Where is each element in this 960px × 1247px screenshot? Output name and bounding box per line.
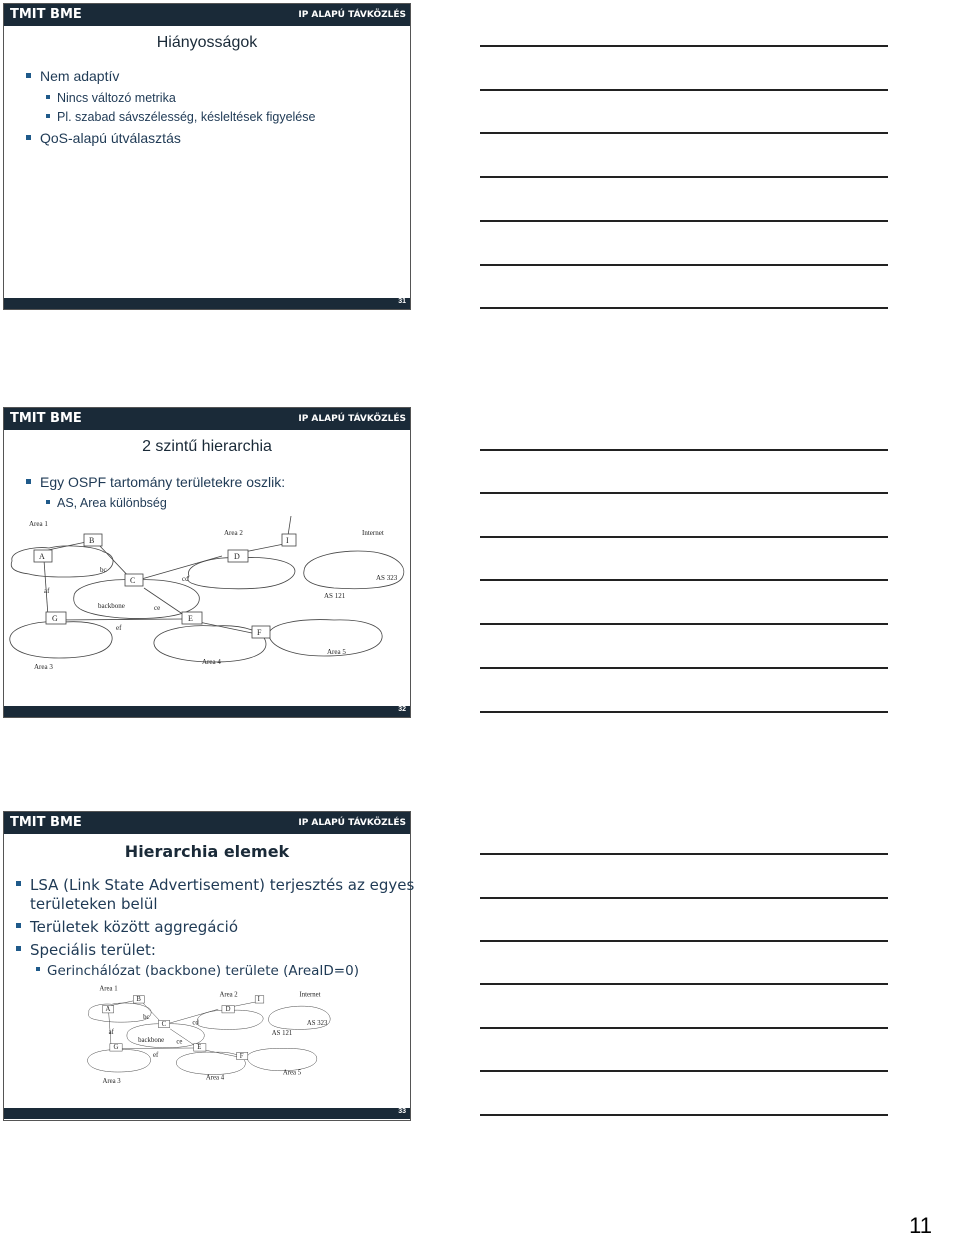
- note-line: [480, 220, 888, 222]
- router-e: E: [188, 614, 193, 623]
- area-label: Area 3: [102, 1078, 121, 1086]
- as-label: AS 121: [324, 592, 346, 600]
- link-label: cd: [192, 1019, 199, 1027]
- page-number: 11: [909, 1213, 932, 1238]
- note-line: [480, 45, 888, 47]
- slide-footer: [4, 1108, 410, 1119]
- bullet: Speciális terület:: [16, 941, 156, 959]
- area-label: Area 5: [327, 648, 346, 656]
- slide-footer: [4, 706, 410, 717]
- as-label: AS 121: [271, 1030, 293, 1038]
- slide-header: [4, 812, 410, 834]
- bullet: Területek között aggregáció: [16, 918, 238, 936]
- link-label: bc: [143, 1014, 150, 1022]
- ospf-hierarchy-diagram: [4, 516, 410, 696]
- area-label: Area 4: [202, 658, 221, 666]
- sub-bullet: Gerinchálózat (backbone) területe (AreaID=0): [36, 963, 359, 979]
- router-c: C: [161, 1020, 167, 1028]
- router-a: A: [105, 1006, 111, 1014]
- note-line: [480, 940, 888, 942]
- slide-33: [3, 811, 415, 1121]
- slide-header: [4, 4, 410, 26]
- area-label: Area 4: [205, 1074, 225, 1082]
- router-g: G: [52, 614, 58, 623]
- as-label: AS 323: [306, 1020, 328, 1028]
- router-b: B: [89, 536, 95, 545]
- router-i: I: [286, 536, 289, 545]
- bullet: LSA (Link State Advertisement) terjesztés az egyes: [16, 876, 414, 894]
- bullet: Nem adaptív: [26, 68, 119, 84]
- area-label: Area 3: [34, 663, 53, 671]
- note-line: [480, 176, 888, 178]
- bullet-continuation: területeken belül: [30, 895, 158, 913]
- note-line: [480, 853, 888, 855]
- slide-title: Hiányosságok: [156, 34, 258, 51]
- header-right: IP ALAPÚ TÁVKÖZLÉS: [298, 10, 406, 20]
- sub-bullet: Nincs változó metrika: [46, 91, 176, 105]
- router-a: A: [39, 552, 45, 561]
- note-line: [480, 1070, 888, 1072]
- router-e: E: [197, 1044, 202, 1052]
- note-line: [480, 667, 888, 669]
- slide-32: [3, 407, 411, 718]
- link-label: ce: [154, 604, 161, 612]
- router-c: C: [130, 576, 136, 585]
- area-label: Area 5: [282, 1069, 302, 1077]
- link-label: ef: [152, 1052, 159, 1060]
- link-label: bc: [100, 566, 107, 574]
- router-d: D: [225, 1006, 231, 1014]
- router-g: G: [113, 1044, 119, 1052]
- link-label: cd: [182, 575, 189, 583]
- header-left: TMIT BME: [10, 7, 82, 22]
- slide-footer: [4, 298, 410, 309]
- area-label: Area 1: [99, 985, 118, 993]
- backbone-label: backbone: [98, 602, 125, 610]
- link-label: af: [44, 587, 50, 595]
- router-f: F: [257, 628, 262, 637]
- router-f: F: [239, 1052, 244, 1060]
- note-line: [480, 449, 888, 451]
- note-line: [480, 1114, 888, 1116]
- note-line: [480, 897, 888, 899]
- note-line: [480, 1027, 888, 1029]
- area-label: Area 2: [219, 991, 238, 999]
- slide-number: 33: [398, 1108, 406, 1115]
- link-label: ef: [116, 624, 122, 632]
- router-b: B: [136, 996, 141, 1004]
- slide-title: 2 szintű hierarchia: [142, 438, 272, 455]
- as-label: AS 323: [376, 574, 398, 582]
- header-right: IP ALAPÚ TÁVKÖZLÉS: [298, 818, 406, 828]
- header-left: TMIT BME: [10, 411, 82, 426]
- slide-header: [4, 408, 410, 430]
- note-line: [480, 536, 888, 538]
- link-label: af: [108, 1028, 114, 1036]
- ospf-hierarchy-diagram-small: [84, 980, 334, 1100]
- note-line: [480, 264, 888, 266]
- note-line: [480, 579, 888, 581]
- sub-bullet: Pl. szabad sávszélesség, késleltések figyelése: [46, 110, 315, 124]
- area-label: Area 1: [29, 520, 48, 528]
- slide-31: [3, 3, 411, 310]
- header-left: TMIT BME: [10, 815, 82, 830]
- note-line: [480, 492, 888, 494]
- internet-label: Internet: [299, 991, 321, 999]
- slide-number: 32: [398, 706, 406, 713]
- area-label: Area 2: [224, 529, 243, 537]
- router-d: D: [234, 552, 240, 561]
- note-line: [480, 711, 888, 713]
- slide-title: Hierarchia elemek: [124, 842, 290, 861]
- router-i: I: [257, 996, 260, 1004]
- backbone-label: backbone: [138, 1036, 165, 1044]
- link-label: ce: [176, 1038, 183, 1046]
- header-right: IP ALAPÚ TÁVKÖZLÉS: [298, 414, 406, 424]
- note-line: [480, 132, 888, 134]
- slide-number: 31: [398, 298, 406, 305]
- bullet: Egy OSPF tartomány területekre oszlik:: [26, 474, 285, 490]
- internet-label: Internet: [362, 529, 384, 537]
- note-line: [480, 89, 888, 91]
- sub-bullet: AS, Area különbség: [46, 496, 167, 510]
- note-line: [480, 307, 888, 309]
- bullet: QoS-alapú útválasztás: [26, 130, 181, 146]
- note-line: [480, 983, 888, 985]
- note-line: [480, 623, 888, 625]
